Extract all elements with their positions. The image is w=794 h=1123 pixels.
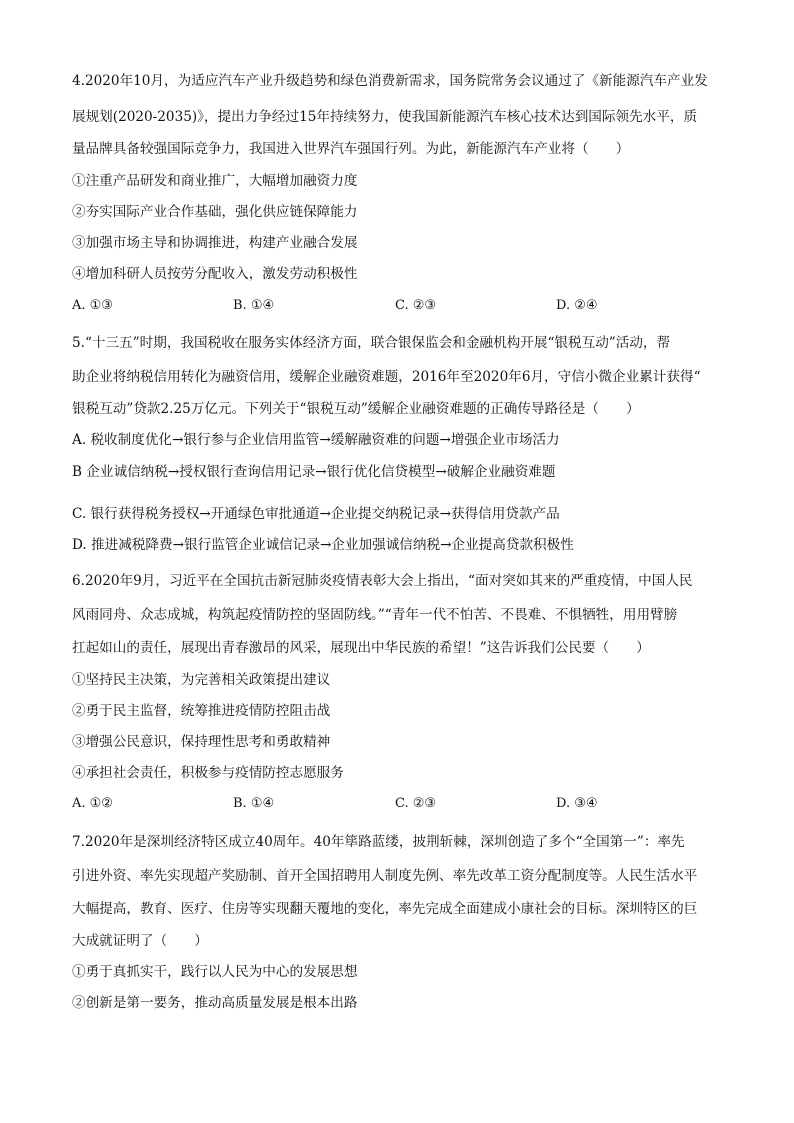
q4-item-2: ②夯实国际产业合作基础，强化供应链保障能力 xyxy=(72,204,358,220)
q6-item-2: ②勇于民主监督，统筹推进疫情防控阻击战 xyxy=(72,703,331,719)
q6-item-3: ③增强公民意识，保持理性思考和勇敢精神 xyxy=(72,734,331,750)
q4-option-b[interactable]: B. ①④ xyxy=(233,298,275,313)
q7-stem-line-3: 大幅提高，教育、医疗、住房等实现翻天覆地的变化，率先完成全面建成小康社会的目标。深圳特区的巨 xyxy=(72,901,698,917)
q6-stem-line-1: 6.2020年9月，习近平在全国抗击新冠肺炎疫情表彰大会上指出，“面对突如其来的严重疫情，中国人民 xyxy=(72,573,693,589)
q4-item-4: ④增加科研人员按劳分配收入，激发劳动积极性 xyxy=(72,266,358,282)
q6-item-4: ④承担社会责任，积极参与疫情防控志愿服务 xyxy=(72,765,344,781)
q6-option-c[interactable]: C. ②③ xyxy=(395,796,437,811)
q4-stem-line-2: 展规划(2020-2035)》，提出力争经过15年持续努力，使我国新能源汽车核心技术达到国际领先水平，质 xyxy=(72,109,698,125)
q4-option-d[interactable]: D. ②④ xyxy=(556,298,598,313)
q6-stem-line-3: 扛起如山的责任，展现出青春激昂的风采，展现出中华民族的希望！”这告诉我们公民要（ ） xyxy=(72,640,650,656)
q5-option-d[interactable]: D. 推进减税降费→银行监管企业诚信记录→企业加强诚信纳税→企业提高贷款积极性 xyxy=(72,537,574,553)
q7-item-2: ②创新是第一要务，推动高质量发展是根本出路 xyxy=(72,995,358,1011)
q5-stem-line-2: 助企业将纳税信用转化为融资信用，缓解企业融资难题，2016年至2020年6月，守信小微企业累计获得“ xyxy=(72,369,701,385)
q4-stem-line-1: 4.2020年10月，为适应汽车产业升级趋势和绿色消费新需求，国务院常务会议通过了《新能源汽车产业发 xyxy=(72,73,708,89)
q4-item-1: ①注重产品研发和商业推广，大幅增加融资力度 xyxy=(72,173,358,189)
q5-stem-line-3: 银税互动”贷款2.25万亿元。下列关于“银税互动”缓解企业融资难题的正确传导路径是（ ） xyxy=(72,401,640,417)
q5-stem-line-1: 5.“十三五”时期，我国税收在服务实体经济方面，联合银保监会和金融机构开展“银税互动”活动，帮 xyxy=(72,335,671,351)
q7-stem-line-2: 引进外资、率先实现超产奖励制、首开全国招聘用人制度先例、率先改革工资分配制度等。人民生活水平 xyxy=(72,868,698,884)
q7-stem-line-4: 大成就证明了（ ） xyxy=(72,933,208,949)
q4-item-3: ③加强市场主导和协调推进，构建产业融合发展 xyxy=(72,235,358,251)
q5-option-c[interactable]: C. 银行获得税务授权→开通绿色审批通道→企业提交纳税记录→获得信用贷款产品 xyxy=(72,506,560,522)
q7-item-1: ①勇于真抓实干，践行以人民为中心的发展思想 xyxy=(72,964,358,980)
q6-option-a[interactable]: A. ①② xyxy=(72,796,113,811)
q6-option-b[interactable]: B. ①④ xyxy=(233,796,275,811)
q7-stem-line-1: 7.2020年是深圳经济特区成立40周年。40年筚路蓝缕，披荆斩棘，深圳创造了多个“全国第一”：率先 xyxy=(72,834,685,850)
q5-option-a[interactable]: A. 税收制度优化→银行参与企业信用监管→缓解融资难的问题→增强企业市场活力 xyxy=(72,432,560,448)
q4-option-c[interactable]: C. ②③ xyxy=(395,298,437,313)
q5-option-b[interactable]: B 企业诚信纳税→授权银行查询信用记录→银行优化信贷模型→破解企业融资难题 xyxy=(72,464,556,480)
q6-item-1: ①坚持民主决策，为完善相关政策提出建议 xyxy=(72,672,331,688)
q4-option-a[interactable]: A. ①③ xyxy=(72,298,113,313)
q6-stem-line-2: 风雨同舟、众志成城，构筑起疫情防控的坚固防线。”“青年一代不怕苦、不畏难、不惧牺牲，用用臂膀 xyxy=(72,607,678,623)
q4-stem-line-3: 量品牌具备较强国际竞争力，我国进入世界汽车强国行列。为此，新能源汽车产业将（ ） xyxy=(72,141,630,157)
q6-option-d[interactable]: D. ③④ xyxy=(556,796,598,811)
